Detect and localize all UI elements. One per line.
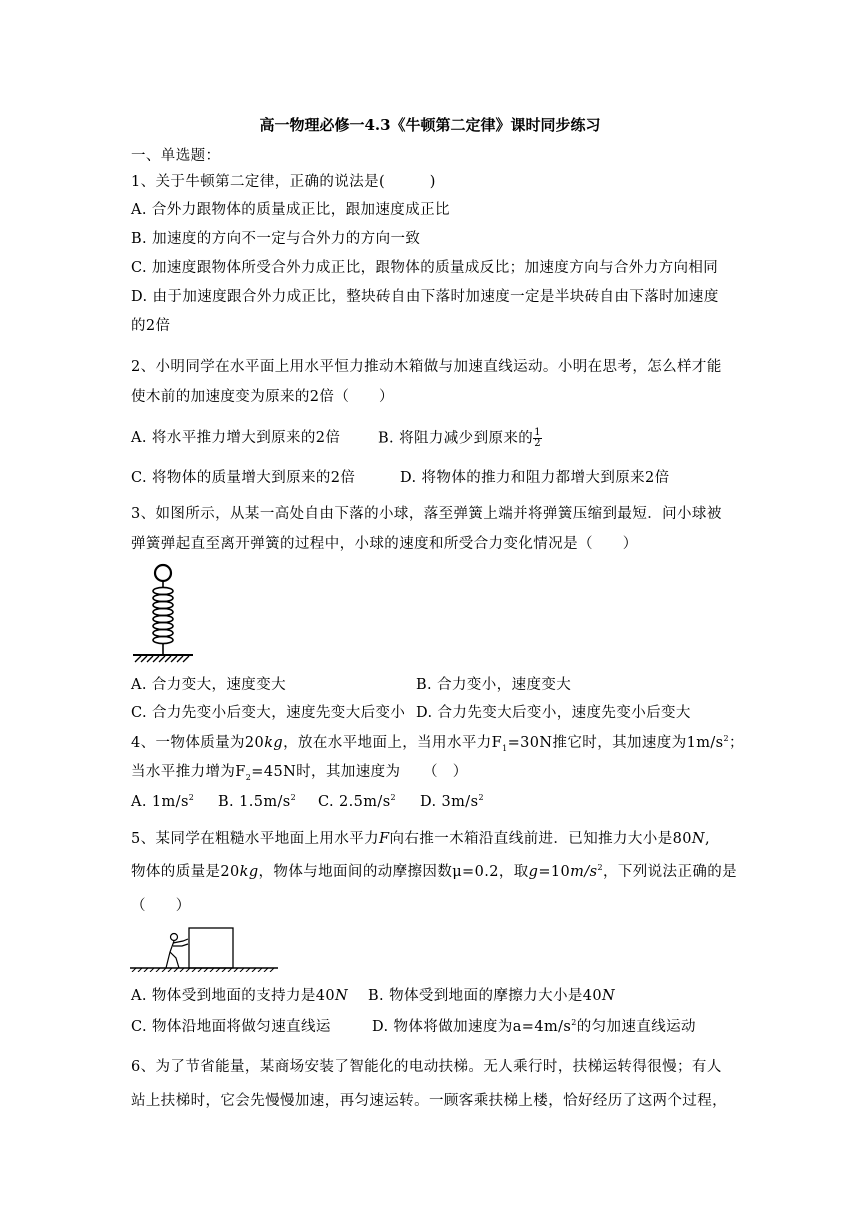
section-heading: 一、单选题： xyxy=(131,148,221,164)
q2-option-c: C. 将物体的质量增大到原来的2倍 xyxy=(131,470,356,486)
q3-option-a: A. 合力变大，速度变大 xyxy=(131,677,286,693)
q1-option-a: A. 合外力跟物体的质量成正比，跟加速度成正比 xyxy=(131,202,450,218)
ground-hatch-icon xyxy=(133,655,193,662)
q2-stem-line1: 2、小明同学在水平面上用水平恒力推动木箱做与加速直线运动。小明在思考，怎么样才能 xyxy=(131,359,722,375)
spring-ball-figure xyxy=(131,562,195,666)
q5-stem-line3: （ ） xyxy=(131,898,191,914)
q1-option-b: B. 加速度的方向不一定与合外力的方向一致 xyxy=(131,231,421,247)
q5-stem-line1: 5、某同学在粗糙水平地面上用水平力F向右推一木箱沿直线前进．已知推力大小是80N, xyxy=(131,831,710,847)
q6-line2: 站上扶梯时，它会先慢慢加速，再匀速运转。一顾客乘扶梯上楼，恰好经历了这两个过程， xyxy=(131,1093,727,1109)
q3-option-b: B. 合力变小，速度变大 xyxy=(416,677,572,693)
q5-option-d: D. 物体将做加速度为$a=4m/s^2$的匀加速直线运动 xyxy=(372,1018,696,1035)
q5-option-c: C. 物体沿地面将做匀速直线运 xyxy=(131,1019,331,1035)
q3-stem-line1: 3、如图所示，从某一高处自由下落的小球，落至弹簧上端并将弹簧压缩到最短．问小球被 xyxy=(131,506,722,522)
q1-stem: 1、关于牛顿第二定律，正确的说法是( ) xyxy=(131,174,436,190)
box-icon xyxy=(189,928,233,968)
q1-option-d-line2: 的2倍 xyxy=(131,318,171,334)
q2-option-d: D. 将物体的推力和阻力都增大到原来2倍 xyxy=(400,470,670,486)
q2-option-a: A. 将水平推力增大到原来的2倍 xyxy=(131,430,341,446)
q2-stem-line2: 使木前的加速度变为原来的2倍（ ） xyxy=(131,389,394,405)
q4-option-a: A. $1m/s^2$ xyxy=(131,793,195,810)
q5-stem-line2: 物体的质量是20kg，物体与地面间的动摩擦因数μ=0.2，取$g=10m/s^2$，下列说法正确的是 xyxy=(131,863,738,880)
q3-option-c: C. 合力先变小后变大，速度先变大后变小 xyxy=(131,705,406,721)
q2-option-b-text: B. 将阻力减少到原来的 xyxy=(378,430,534,447)
q4-stem-line2: 当水平推力增为$F_2=45N$时，其加速度为 （ ） xyxy=(131,764,468,782)
q3-option-d: D. 合力先变大后变小，速度先变小后变大 xyxy=(416,705,691,721)
q4-option-c: C. $2.5m/s^2$ xyxy=(318,793,397,810)
document-title: 高一物理必修一4.3《牛顿第二定律》课时同步练习 xyxy=(259,116,601,134)
ball-icon xyxy=(155,565,171,581)
q6-line1: 6、为了节省能量，某商场安装了智能化的电动扶梯。无人乘行时，扶梯运转得很慢；有人 xyxy=(131,1059,722,1075)
fraction-one-half: $\frac{1}{2}$ xyxy=(534,427,541,449)
q4-option-d: D. $3m/s^2$ xyxy=(420,793,484,810)
push-box-figure xyxy=(130,922,278,972)
floor-hatch-icon xyxy=(130,968,278,972)
person-pushing-icon xyxy=(166,934,188,969)
q1-option-c: C. 加速度跟物体所受合外力成正比，跟物体的质量成反比；加速度方向与合外力方向相同 xyxy=(131,260,719,276)
q5-option-a: A. 物体受到地面的支持力是40N xyxy=(131,988,349,1004)
q1-option-d-line1: D. 由于加速度跟合外力成正比，整块砖自由下落时加速度一定是半块砖自由下落时加速度 xyxy=(131,289,719,305)
q3-stem-line2: 弹簧弹起直至离开弹簧的过程中，小球的速度和所受合力变化情况是（ ） xyxy=(131,536,638,552)
spring-icon xyxy=(153,581,173,654)
q4-stem-line1: 4、一物体质量为20kg，放在水平地面上，当用水平力$F_1=30N$推它时，其加速度为$1m/s^2$； xyxy=(131,734,744,753)
q2-option-b xyxy=(378,428,542,449)
q5-option-b: B. 物体受到地面的摩擦力大小是40N xyxy=(368,988,616,1004)
q4-option-b: B. $1.5m/s^2$ xyxy=(218,793,297,810)
